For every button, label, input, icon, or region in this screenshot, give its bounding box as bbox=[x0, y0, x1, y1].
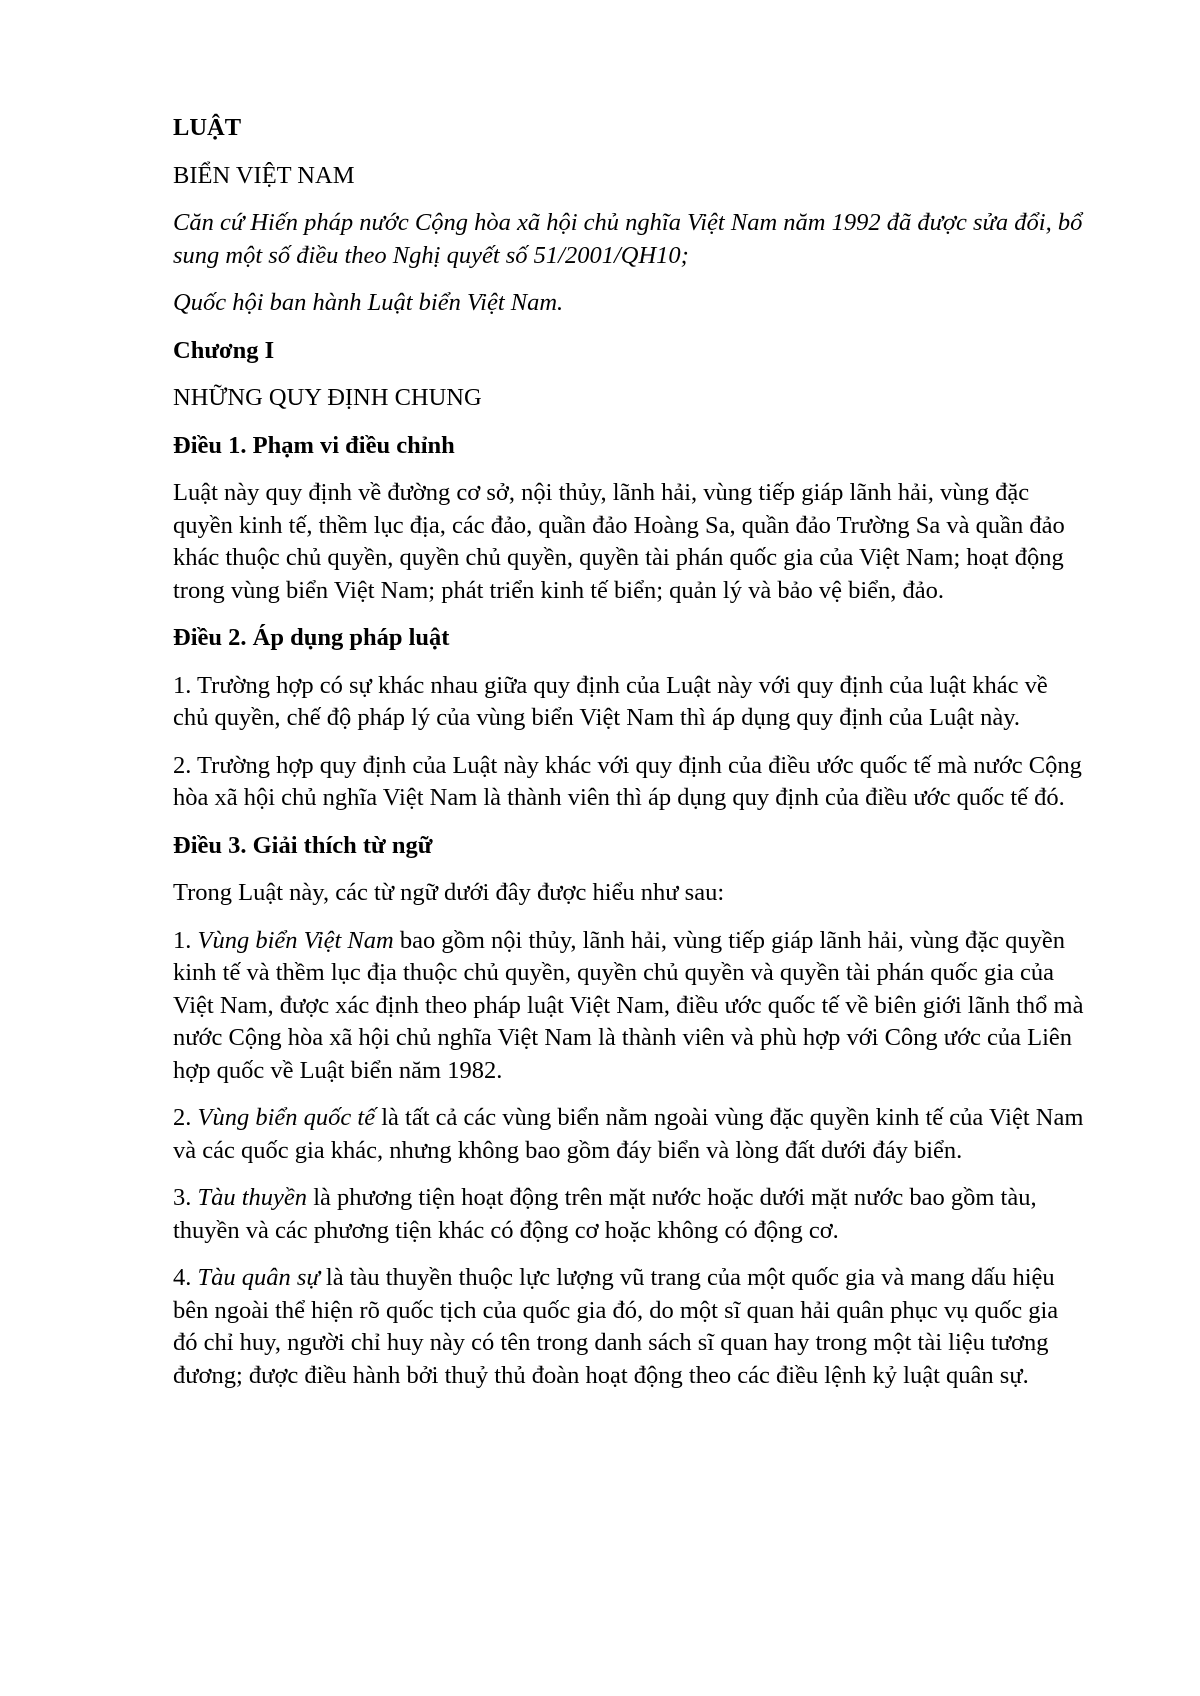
definition-term: Tàu quân sự bbox=[197, 1264, 320, 1291]
definition-text: là phương tiện hoạt động trên mặt nước hoặc dưới mặt nước bao gồm tàu, thuyền và các phương tiện khác có động cơ hoặc không có động cơ. bbox=[173, 1184, 1037, 1244]
article-2-clause-1: 1. Trường hợp có sự khác nhau giữa quy định của Luật này với quy định của luật khác về chủ quyền, chế độ pháp lý của vùng biển Việt Nam thì áp dụng quy định của Luật này. bbox=[173, 671, 1048, 731]
definition-4 bbox=[173, 1262, 1085, 1392]
article-2-clause-2: 2. Trường hợp quy định của Luật này khác với quy định của điều ước quốc tế mà nước Cộng hòa xã hội chủ nghĩa Việt Nam là thành viên thì áp dụng quy định của điều ước quốc tế đó. bbox=[173, 751, 1082, 811]
definition-number: 1. bbox=[173, 926, 198, 954]
article-1-body: Luật này quy định về đường cơ sở, nội thủy, lãnh hải, vùng tiếp giáp lãnh hải, vùng đặc quyền kinh tế, thềm lục địa, các đảo, quần đảo Hoàng Sa, quần đảo Trường Sa và quần đảo khác thuộc chủ quyền, quyền chủ quyền, quyền tài phán quốc gia của Việt Nam; hoạt động trong vùng biển Việt Nam; phát triển kinh tế biển; quản lý và bảo vệ biển, đảo. bbox=[173, 479, 1065, 604]
definition-number: 4. bbox=[173, 1264, 198, 1291]
article-3-heading: Điều 3. Giải thích từ ngữ bbox=[173, 831, 433, 859]
definition-text: bao gồm nội thủy, lãnh hải, vùng tiếp giáp lãnh hải, vùng đặc quyền kinh tế và thềm lục địa thuộc chủ quyền, quyền chủ quyền và quyền tài phán quốc gia của Việt Nam, được xác định theo pháp luật Việt Nam, điều ước quốc tế về biên giới lãnh thổ mà nước Cộng hòa xã hội chủ nghĩa Việt Nam là thành viên và phù hợp với Công ước của Liên hợp quốc về Luật biển năm 1982. bbox=[173, 926, 1084, 1084]
article-3-intro: Trong Luật này, các từ ngữ dưới đây được hiểu như sau: bbox=[173, 879, 725, 906]
definition-term: Vùng biển quốc tế bbox=[197, 1104, 376, 1131]
article-1-heading: Điều 1. Phạm vi điều chỉnh bbox=[173, 431, 455, 459]
law-subtitle: BIỂN VIỆT NAM bbox=[173, 161, 355, 189]
document-page bbox=[173, 112, 1085, 1407]
definition-text: là tất cả các vùng biển nằm ngoài vùng đặc quyền kinh tế của Việt Nam và các quốc gia khác, nhưng không bao gồm đáy biển và lòng đất dưới đáy biển. bbox=[173, 1104, 1084, 1164]
definition-number: 2. bbox=[173, 1104, 198, 1131]
definition-text: là tàu thuyền thuộc lực lượng vũ trang của một quốc gia và mang dấu hiệu bên ngoài thể hiện rõ quốc tịch của quốc gia đó, do một sĩ quan hải quân phục vụ quốc gia đó chỉ huy, người chỉ huy này có tên trong danh sách sĩ quan hay trong một tài liệu tương đương; được điều hành bởi thuỷ thủ đoàn hoạt động theo các điều lệnh kỷ luật quân sự. bbox=[173, 1264, 1059, 1389]
definition-number: 3. bbox=[173, 1184, 198, 1211]
chapter-title: NHỮNG QUY ĐỊNH CHUNG bbox=[173, 384, 482, 411]
definition-3 bbox=[173, 1182, 1085, 1247]
definition-term: Tàu thuyền bbox=[197, 1184, 308, 1211]
preamble-basis: Căn cứ Hiến pháp nước Cộng hòa xã hội chủ nghĩa Việt Nam năm 1992 đã được sửa đổi, bổ sung một số điều theo Nghị quyết số 51/2001/QH10; bbox=[173, 209, 1083, 269]
law-title: LUẬT bbox=[173, 114, 242, 141]
definition-term: Vùng biển Việt Nam bbox=[197, 926, 394, 954]
article-2-heading: Điều 2. Áp dụng pháp luật bbox=[173, 624, 450, 651]
preamble-enactment: Quốc hội ban hành Luật biển Việt Nam. bbox=[173, 289, 564, 316]
definition-1 bbox=[173, 925, 1085, 1088]
chapter-label: Chương I bbox=[173, 336, 275, 364]
definition-2 bbox=[173, 1102, 1085, 1167]
